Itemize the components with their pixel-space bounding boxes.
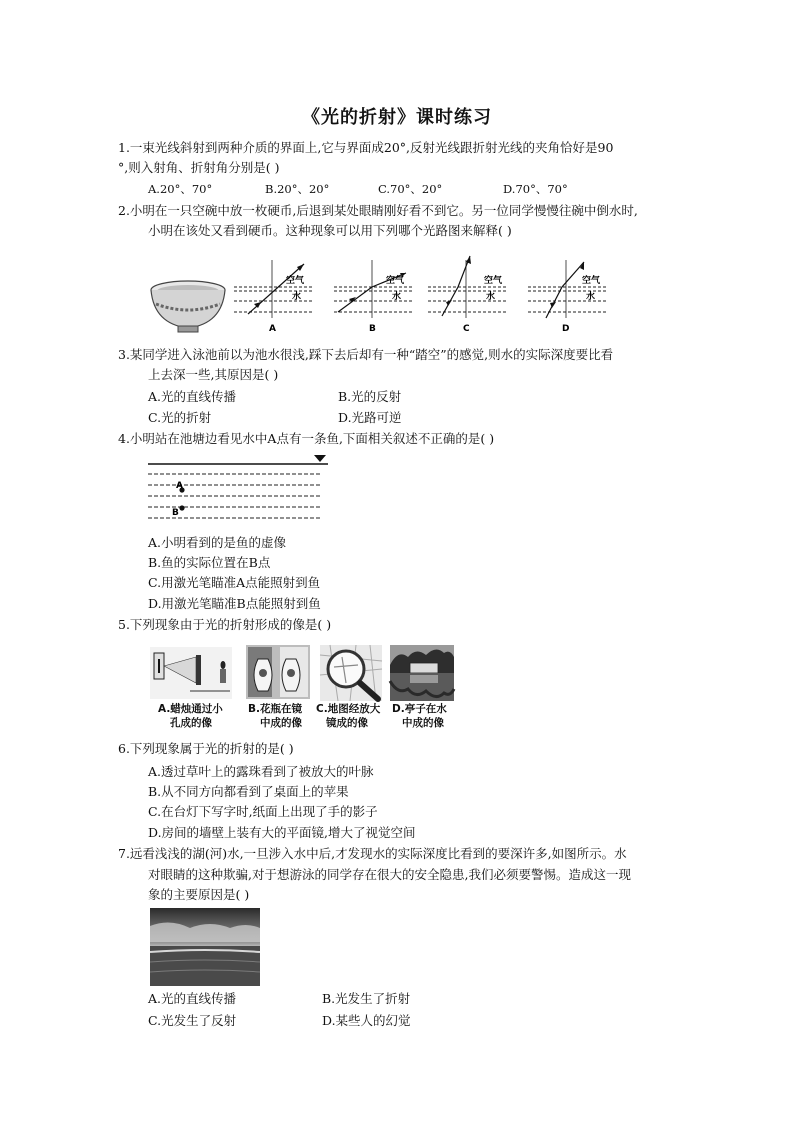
vase-caption: B.花瓶在镜 中成的像: [248, 703, 302, 729]
q7-option-c[interactable]: C.光发生了反射: [148, 1013, 237, 1028]
choice-b-label: B: [369, 324, 376, 334]
q3-option-c[interactable]: C.光的折射: [148, 410, 212, 425]
water-label: 水: [486, 292, 496, 302]
q6-option-b[interactable]: B.从不同方向都看到了桌面上的苹果: [148, 784, 349, 799]
q1-option-a[interactable]: A.20°、70°: [148, 182, 213, 196]
q4-option-b[interactable]: B.鱼的实际位置在B点: [148, 555, 271, 570]
choice-a-label: A: [269, 324, 276, 334]
air-label: 空气: [582, 276, 601, 286]
q3-option-d[interactable]: D.光路可逆: [338, 410, 402, 425]
point-b-label: B: [172, 508, 179, 518]
ray-diagram-a[interactable]: [234, 256, 314, 332]
q4-stem: 4.小明站在池塘边看见水中A点有一条鱼,下面相关叙述不正确的是( ): [118, 431, 495, 446]
q1-stem-cont: °,则入射角、折射角分别是( ): [118, 160, 280, 175]
ray-diagram-d[interactable]: [528, 256, 608, 332]
vase-mirror-image[interactable]: [246, 645, 310, 699]
q4-option-a[interactable]: A.小明看到的是鱼的虚像: [148, 535, 287, 550]
q7-option-a[interactable]: A.光的直线传播: [148, 991, 237, 1006]
q1-option-c[interactable]: C.70°、20°: [378, 182, 443, 196]
q2-stem: 2.小明在一只空碗中放一枚硬币,后退到某处眼睛刚好看不到它。另一位同学慢慢往碗中倒水时,: [118, 203, 638, 218]
q2-stem-cont: 小明在该处又看到硬币。这种现象可以用下列哪个光路图来解释( ): [148, 223, 512, 238]
q3-option-b[interactable]: B.光的反射: [338, 389, 402, 404]
q7-stem-cont: 对眼睛的这种欺骗,对于想游泳的同学存在很大的安全隐患,我们必须要警惕。造成这一现: [148, 867, 631, 882]
air-label: 空气: [286, 276, 305, 286]
magnifier-caption: C.地图经放大 镜成的像: [316, 703, 381, 729]
pavilion-caption: D.亭子在水 中成的像: [392, 703, 447, 729]
pinhole-caption: A.蜡烛通过小 孔成的像: [158, 703, 223, 729]
air-label: 空气: [484, 276, 503, 286]
water-label: 水: [586, 292, 596, 302]
q3-stem: 3.某同学进入泳池前以为池水很浅,踩下去后却有一种“踏空”的感觉,则水的实际深度要比看: [118, 347, 614, 362]
q6-stem: 6.下列现象属于光的折射的是( ): [118, 741, 294, 756]
choice-d-label: D: [562, 324, 570, 334]
q1-option-d[interactable]: D.70°、70°: [503, 182, 568, 196]
q7-stem: 7.远看浅浅的湖(河)水,一旦涉入水中后,才发现水的实际深度比看到的要深许多,如图所示。水: [118, 846, 627, 861]
q7-stem-cont2: 象的主要原因是( ): [148, 887, 250, 902]
page-title: 《光的折射》课时练习: [302, 107, 492, 128]
air-label: 空气: [386, 276, 405, 286]
pavilion-reflection-image[interactable]: [390, 645, 454, 701]
q4-option-c[interactable]: C.用激光笔瞄准A点能照射到鱼: [148, 575, 321, 590]
lake-photo: [150, 908, 260, 986]
q7-option-b[interactable]: B.光发生了折射: [322, 991, 411, 1006]
choice-c-label: C: [463, 324, 470, 334]
q3-stem-cont: 上去深一些,其原因是( ): [148, 367, 279, 382]
q1-stem: 1.一束光线斜射到两种介质的界面上,它与界面成20°,反射光线跟折射光线的夹角恰好是90: [118, 140, 614, 155]
pinhole-image[interactable]: [150, 647, 232, 699]
water-label: 水: [292, 292, 302, 302]
q6-option-d[interactable]: D.房间的墙壁上装有大的平面镜,增大了视觉空间: [148, 825, 416, 840]
bowl-coin-figure: [150, 280, 226, 338]
ray-diagram-b[interactable]: [334, 256, 414, 332]
ray-diagram-c[interactable]: [428, 256, 508, 332]
q6-option-c[interactable]: C.在台灯下写字时,纸面上出现了手的影子: [148, 804, 378, 819]
q1-option-b[interactable]: B.20°、20°: [265, 182, 330, 196]
water-label: 水: [392, 292, 402, 302]
point-a-label: A: [176, 481, 183, 491]
pond-figure: [148, 452, 328, 532]
magnifier-map-image[interactable]: [320, 645, 382, 701]
q7-option-d[interactable]: D.某些人的幻觉: [322, 1013, 411, 1028]
eye-icon: [314, 455, 326, 462]
q6-option-a[interactable]: A.透过草叶上的露珠看到了被放大的叶脉: [148, 764, 374, 779]
q3-option-a[interactable]: A.光的直线传播: [148, 389, 237, 404]
q4-option-d[interactable]: D.用激光笔瞄准B点能照射到鱼: [148, 596, 321, 611]
q5-stem: 5.下列现象由于光的折射形成的像是( ): [118, 617, 332, 632]
